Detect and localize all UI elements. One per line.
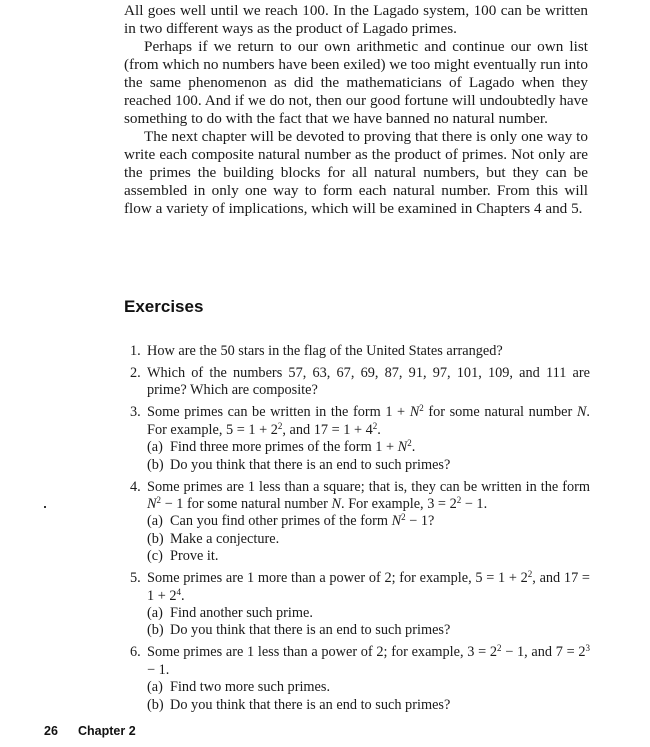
sub-question bbox=[147, 622, 590, 639]
paragraph: The next chapter will be devoted to proving that there is only one way to write each composite natural number as the product of primes. Not only are the primes the building blocks for all natural numbers, but they can be assembled in only one way to form each natural number. From this will flow a variety of implications, which will be examined in Chapters 4 and 5. bbox=[124, 128, 588, 217]
sub-text: Do you think that there is an end to such primes? bbox=[170, 622, 451, 639]
exercise-number: 2. bbox=[130, 365, 141, 381]
sub-text: Make a conjecture. bbox=[170, 530, 280, 547]
sub-label: (b) bbox=[147, 456, 164, 473]
exercise-text: Some primes can be written in the form $1 + N^2$ for some natural number N. For example, $5 = 1 + 2^2$, and $17 = 1 + 4^2$. bbox=[147, 403, 590, 438]
sub-label: (a) bbox=[147, 513, 163, 530]
exercise-item bbox=[130, 343, 590, 360]
sub-question bbox=[147, 697, 590, 714]
sub-question: (a) Can you find other primes of the form $N^2 - 1$? bbox=[147, 512, 435, 530]
sub-label: (a) bbox=[147, 439, 163, 456]
sub-label: (b) bbox=[147, 696, 164, 713]
exercise-text: Some primes are 1 less than a square; that is, they can be written in the form $N^2 - 1$ for some natural number N. For example, $3 = 2^2 - 1$. bbox=[147, 478, 590, 513]
sub-question bbox=[147, 548, 590, 565]
exercise-text: Some primes are 1 less than a power of 2; for example, $3 = 2^2 - 1$, and $7 = 2^3 - 1$. bbox=[147, 643, 591, 678]
exercise-number: 6. bbox=[130, 644, 141, 661]
chapter-label: Chapter 2 bbox=[78, 724, 136, 738]
exercise-number: 5. bbox=[130, 570, 141, 587]
sub-label: (a) bbox=[147, 679, 163, 696]
scan-speck bbox=[44, 506, 46, 508]
exercise-text: Some primes are 1 more than a power of 2; for example, $5 = 1 + 2^2$, and $17 = 1 + 2^4$. bbox=[147, 569, 590, 604]
exercises-heading: Exercises bbox=[124, 297, 204, 316]
sub-text: Do you think that there is an end to such primes? bbox=[170, 696, 451, 713]
exercise-number: 4. bbox=[130, 478, 141, 495]
page-number: 26 bbox=[44, 724, 58, 738]
sub-text: Find another such prime. bbox=[170, 605, 313, 622]
exercise-text: How are the 50 stars in the flag of the United States arranged? bbox=[147, 343, 503, 359]
body-text bbox=[124, 2, 588, 218]
exercise-item bbox=[130, 570, 590, 640]
exercise-item bbox=[130, 404, 590, 474]
sub-label: (a) bbox=[147, 605, 163, 622]
sub-question bbox=[147, 605, 590, 622]
sub-text: Prove it. bbox=[170, 548, 219, 565]
sub-label: (b) bbox=[147, 530, 164, 547]
exercise-item bbox=[130, 644, 590, 714]
exercise-item bbox=[130, 365, 590, 400]
sub-label: (c) bbox=[147, 548, 163, 565]
paragraph: All goes well until we reach 100. In the Lagado system, 100 can be written in two different ways as the product of Lagado primes. bbox=[124, 2, 588, 37]
exercise-number: 3. bbox=[130, 404, 141, 421]
sub-label: (b) bbox=[147, 622, 164, 639]
exercise-list bbox=[130, 343, 590, 719]
sub-text: Do you think that there is an end to such primes? bbox=[170, 456, 451, 473]
sub-question bbox=[147, 457, 590, 474]
sub-question: (a) Find three more primes of the form $1 + N^2$. bbox=[147, 438, 416, 456]
paragraph: Perhaps if we return to our own arithmetic and continue our own list (from which no numbers have been exiled) we too might eventually run into the same phenomenon as did the mathematicians of Lagado when they reached 100. And if we do not, then our good fortune will undoubtedly have something to do with the fact that we have banned no natural number. bbox=[124, 38, 588, 127]
exercise-item bbox=[130, 479, 590, 566]
exercise-text: Which of the numbers 57, 63, 67, 69, 87, 91, 97, 101, 109, and 111 are prime? Which are composite? bbox=[147, 365, 590, 399]
sub-text: Find two more such primes. bbox=[170, 679, 331, 696]
exercise-number: 1. bbox=[130, 343, 141, 359]
sub-question bbox=[147, 531, 590, 548]
sub-question bbox=[147, 679, 590, 696]
page-footer bbox=[44, 724, 136, 738]
